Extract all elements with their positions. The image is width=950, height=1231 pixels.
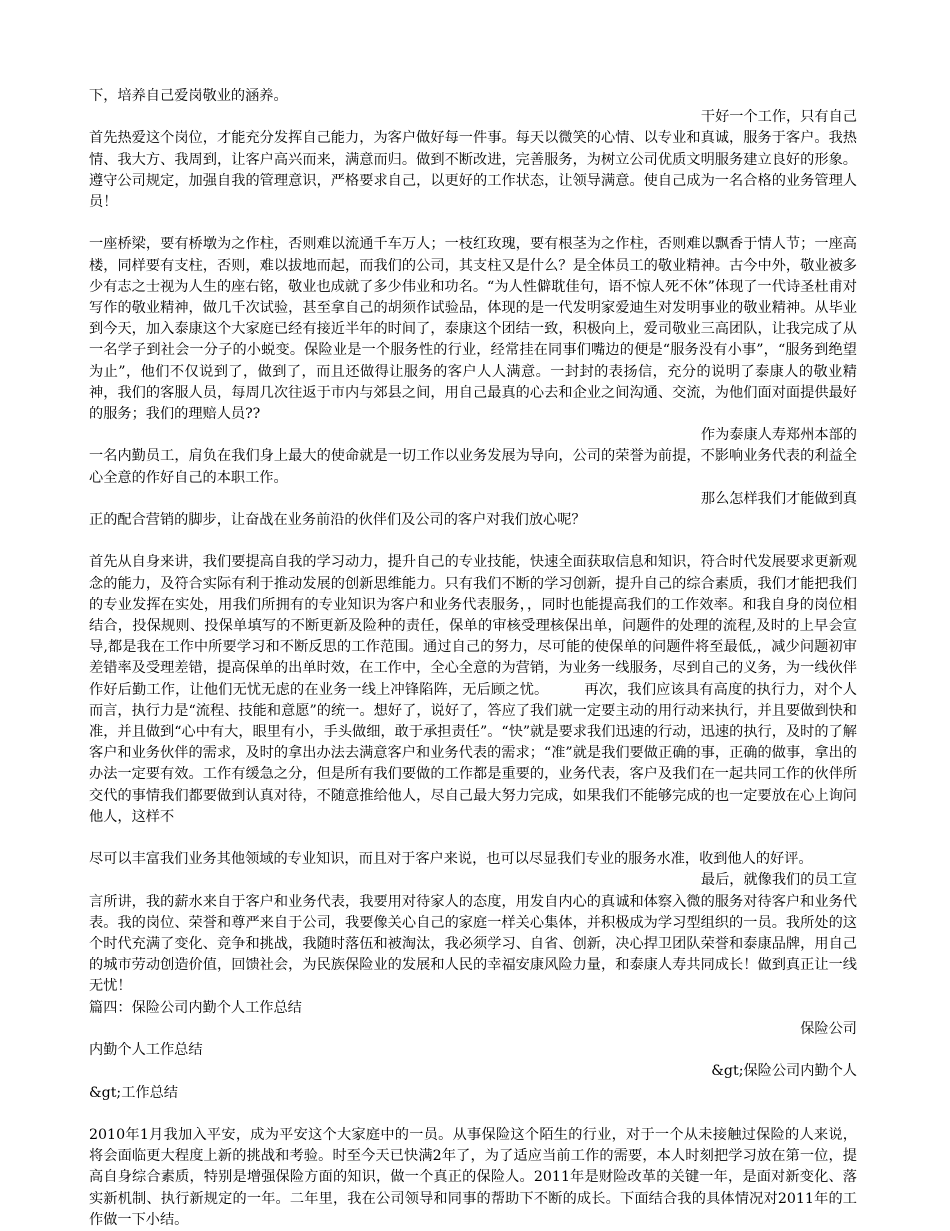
blank-line (89, 531, 857, 552)
paragraph: 一名内勤员工，肩负在我们身上最大的使命就是一切工作以业务发展为导向，公司的荣誉为前提，不影响业务代表的利益全心全意的作好自己的本职工作。 (89, 448, 857, 486)
paragraph: 内勤个人工作总结 (89, 1042, 203, 1059)
paragraph: 尽可以丰富我们业务其他领域的专业知识，而且对于客户来说，也可以尽显我们专业的服务水准，收到他人的好评。 (89, 851, 813, 868)
paragraph: 正的配合营销的脚步，让奋战在业务前沿的伙伴们及公司的客户对我们放心呢？ (89, 512, 586, 529)
blank-line (89, 213, 857, 234)
paragraph: 一座桥梁，要有桥墩为之作柱，否则难以流通千车万人；一枝红玫瑰，要有根茎为之作柱，否则难以飘香于情人节；一座高楼，同样要有支柱，否则，难以拔地而起，而我们的公司，其支柱又是什么？是全体员工的敬业精神。古今中外，敬业被多少有志之士视为人生的座右铭，敬业也成就了多少伟业和功名。“为人性僻耽佳句，语不惊人死不休”体现了一代诗圣杜甫对写作的敬业精神，做几千次试验，甚至拿自己的胡须作试验品，体现的是一代发明家爱迪生对发明事业的敬业精神。从毕业到今天，加入泰康这个大家庭已经有接近半年的时间了，泰康这个团结一致，积极向上，爱司敬业三高团队，让我完成了从一名学子到社会一分子的小蜕变。保险业是一个服务性的行业，经常挂在同事们嘴边的便是“服务没有小事”，“服务到绝望为止”，他们不仅说到了，做到了，而且还做得让服务的客户人人满意。一封封的表扬信，充分的说明了泰康人的敬业精神，我们的客服人员，每周几次往返于市内与郊县之间，用自己最真的心去和企业之间沟通、交流，为他们面对面提供最好的服务；我们的理赔人员?? (89, 236, 857, 423)
blank-line (89, 828, 857, 849)
right-aligned-line: 最后，就像我们的员工宣 (700, 872, 857, 889)
right-aligned-line: 作为泰康人寿郑州本部的 (700, 427, 857, 444)
paragraph: 言所讲，我的薪水来自于客户和业务代表，我要用对待家人的态度，用发自内心的真诚和体察入微的服务对待客户和业务代表。我的岗位、荣誉和尊严来自于公司，我要像关心自己的家庭一样关心集体，并积极成为学习型组织的一员。我所处的这个时代充满了变化、竞争和挑战，我随时落伍和被淘汰，我必须学习、自省、创新，决心捍卫团队荣誉和泰康品牌，用自己的城市劳动创造价值，回馈社会，为民族保险业的发展和人民的幸福安康风险力量，和泰康人寿共同成长！做到真正让一线无忧！ (89, 893, 857, 995)
paragraph: 2010年1月我加入平安，成为平安这个大家庭中的一员。从事保险这个陌生的行业，对于一个从未接触过保险的人来说，将会面临更大程度上新的挑战和考验。时至今天已快满2年了，为了适应当前工作的需要，本人时刻把学习放在第一位，提高自身综合素质，特别是增强保险方面的知识，做一个真正的保险人。2011年是财险改革的关键一年，是面对新变化、落实新机制、执行新规定的一年。二年里，我在公司领导和同事的帮助下不断的成长。下面结合我的具体情况对2011年的工作做一下小结。 (89, 1126, 857, 1228)
paragraph: 篇四：保险公司内勤个人工作总结 (89, 999, 302, 1016)
paragraph: 下，培养自己爱岗敬业的涵养。 (89, 88, 288, 104)
right-aligned-line: 干好一个工作，只有自己 (700, 109, 857, 126)
right-aligned-line: 保险公司 (800, 1020, 857, 1037)
paragraph: &gt;工作总结 (89, 1084, 178, 1101)
document-body (89, 86, 872, 1231)
right-aligned-line: 那么怎样我们才能做到真 (700, 490, 857, 507)
paragraph: 首先热爱这个岗位，才能充分发挥自己能力，为客户做好每一件事。每天以微笑的心情、以专业和真诚，服务于客户。我热情、我大方、我周到，让客户高兴而来，满意而归。做到不断改进，完善服务，为树立公司优质文明服务建立良好的形象。遵守公司规定，加强自我的管理意识，严格要求自己，以更好的工作状态，让领导满意。使自己成为一名合格的业务管理人员！ (89, 130, 857, 211)
paragraph: 首先从自身来讲，我们要提高自我的学习动力，提升自己的专业技能，快速全面获取信息和知识，符合时代发展要求更新观念的能力，及符合实际有利于推动发展的创新思维能力。只有我们不断的学习创新，提升自己的综合素质，我们才能把我们的专业发挥在实处，用我们所拥有的专业知识为客户和业务代表服务，，同时也能提高我们的工作效率。和我自身的岗位相结合，投保规则、投保单填写的不断更新及险种的责任，保单的审核受理核保出单，问题件的处理的流程,及时的上早会宣导,都是我在工作中所要学习和不断反思的工作范围。通过自己的努力，尽可能的使保单的问题件将至最低,，减少问题初审 差错率及受理差错，提高保单的出单时效，在工作中，全心全意的为营销，为业务一线服务，尽到自己的义务，为一线伙伴作好后勤工作，让他们无忧无虑的在业务一线上冲锋陷阵，无后顾之忧。 再次，我们应该具有高度的执行力，对个人而言，执行力是“流程、技能和意愿”的统一。想好了，说好了，答应了我们就一定要主动的用行动来执行，并且要做到快和准，并且做到“心中有大，眼里有小，手头做细，敢于承担责任”。“快”就是要求我们迅速的行动，迅速的执行，及时的了解客户和业务伙伴的需求，及时的拿出办法去满意客户和业务代表的需求；“准”就是我们要做正确的事，正确的做事，拿出的办法一定要有效。工作有缓急之分，但是所有我们要做的工作都是重要的，业务代表，客户及我们在一起共同工作的伙伴所交代的事情我们都要做到认真对待，不随意推给他人，尽自己最大努力完成，如果我们不能够完成的也一定要放在心上询问他人，这样不 (89, 554, 857, 825)
right-aligned-line: &gt;保险公司内勤个人 (711, 1063, 872, 1080)
blank-line (89, 1104, 857, 1125)
